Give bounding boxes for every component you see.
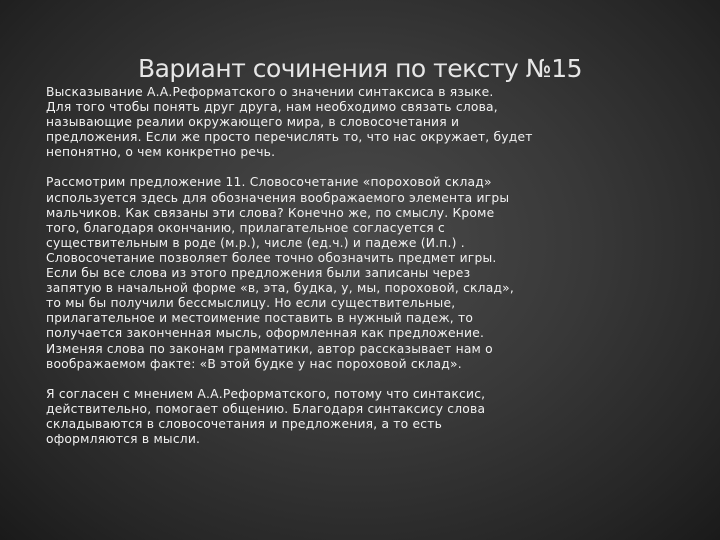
paragraph-conclusion: Я согласен с мнением А.А.Реформатского, потому что синтаксис, действительно, помогает общению. Благодаря синтаксису слова складываются в словосочетания и предложения, а то есть оформляются в мысли. bbox=[46, 386, 486, 446]
paragraph-analysis: Рассмотрим предложение 11. Словосочетание «пороховой склад» используется здесь для обозначения воображаемого элемента игры мальчиков. Как связаны эти слова? Конечно же, по смыслу. Кроме того, благодаря окончанию, прилагательное согласуется с существительным в роде (м.р.), числе (ед.ч.) и падеже (И.п.) . Словосочетание позволяет более точно обозначить предмет игры. bbox=[46, 175, 510, 265]
paragraph-intro: Высказывание А.А.Реформатского о значении синтаксиса в языке. Для того чтобы понять друг друга, нам необходимо связать слова, называющие реалии окружающего мира, в словосочетания и предложения. Если же просто перечислять то, что нас окружает, будет непонятно, о чем конкретно речь. bbox=[46, 85, 533, 160]
paragraph-example: Если бы все слова из этого предложения были записаны через запятую в начальной форме «в, эта, будка, у, мы, пороховой, склад», то мы бы получили бессмыслицу. Но если существительные, прилагательное и местоимение поставить в нужный падеж, то получается законченная мысль, оформленная как предложение. Изменяя слова по законам грамматики, автор рассказывает нам о воображаемом факте: «В этой будке у нас пороховой склад». bbox=[46, 266, 514, 371]
slide-title: Вариант сочинения по тексту №15 bbox=[137, 54, 583, 83]
slide-body bbox=[46, 85, 666, 447]
